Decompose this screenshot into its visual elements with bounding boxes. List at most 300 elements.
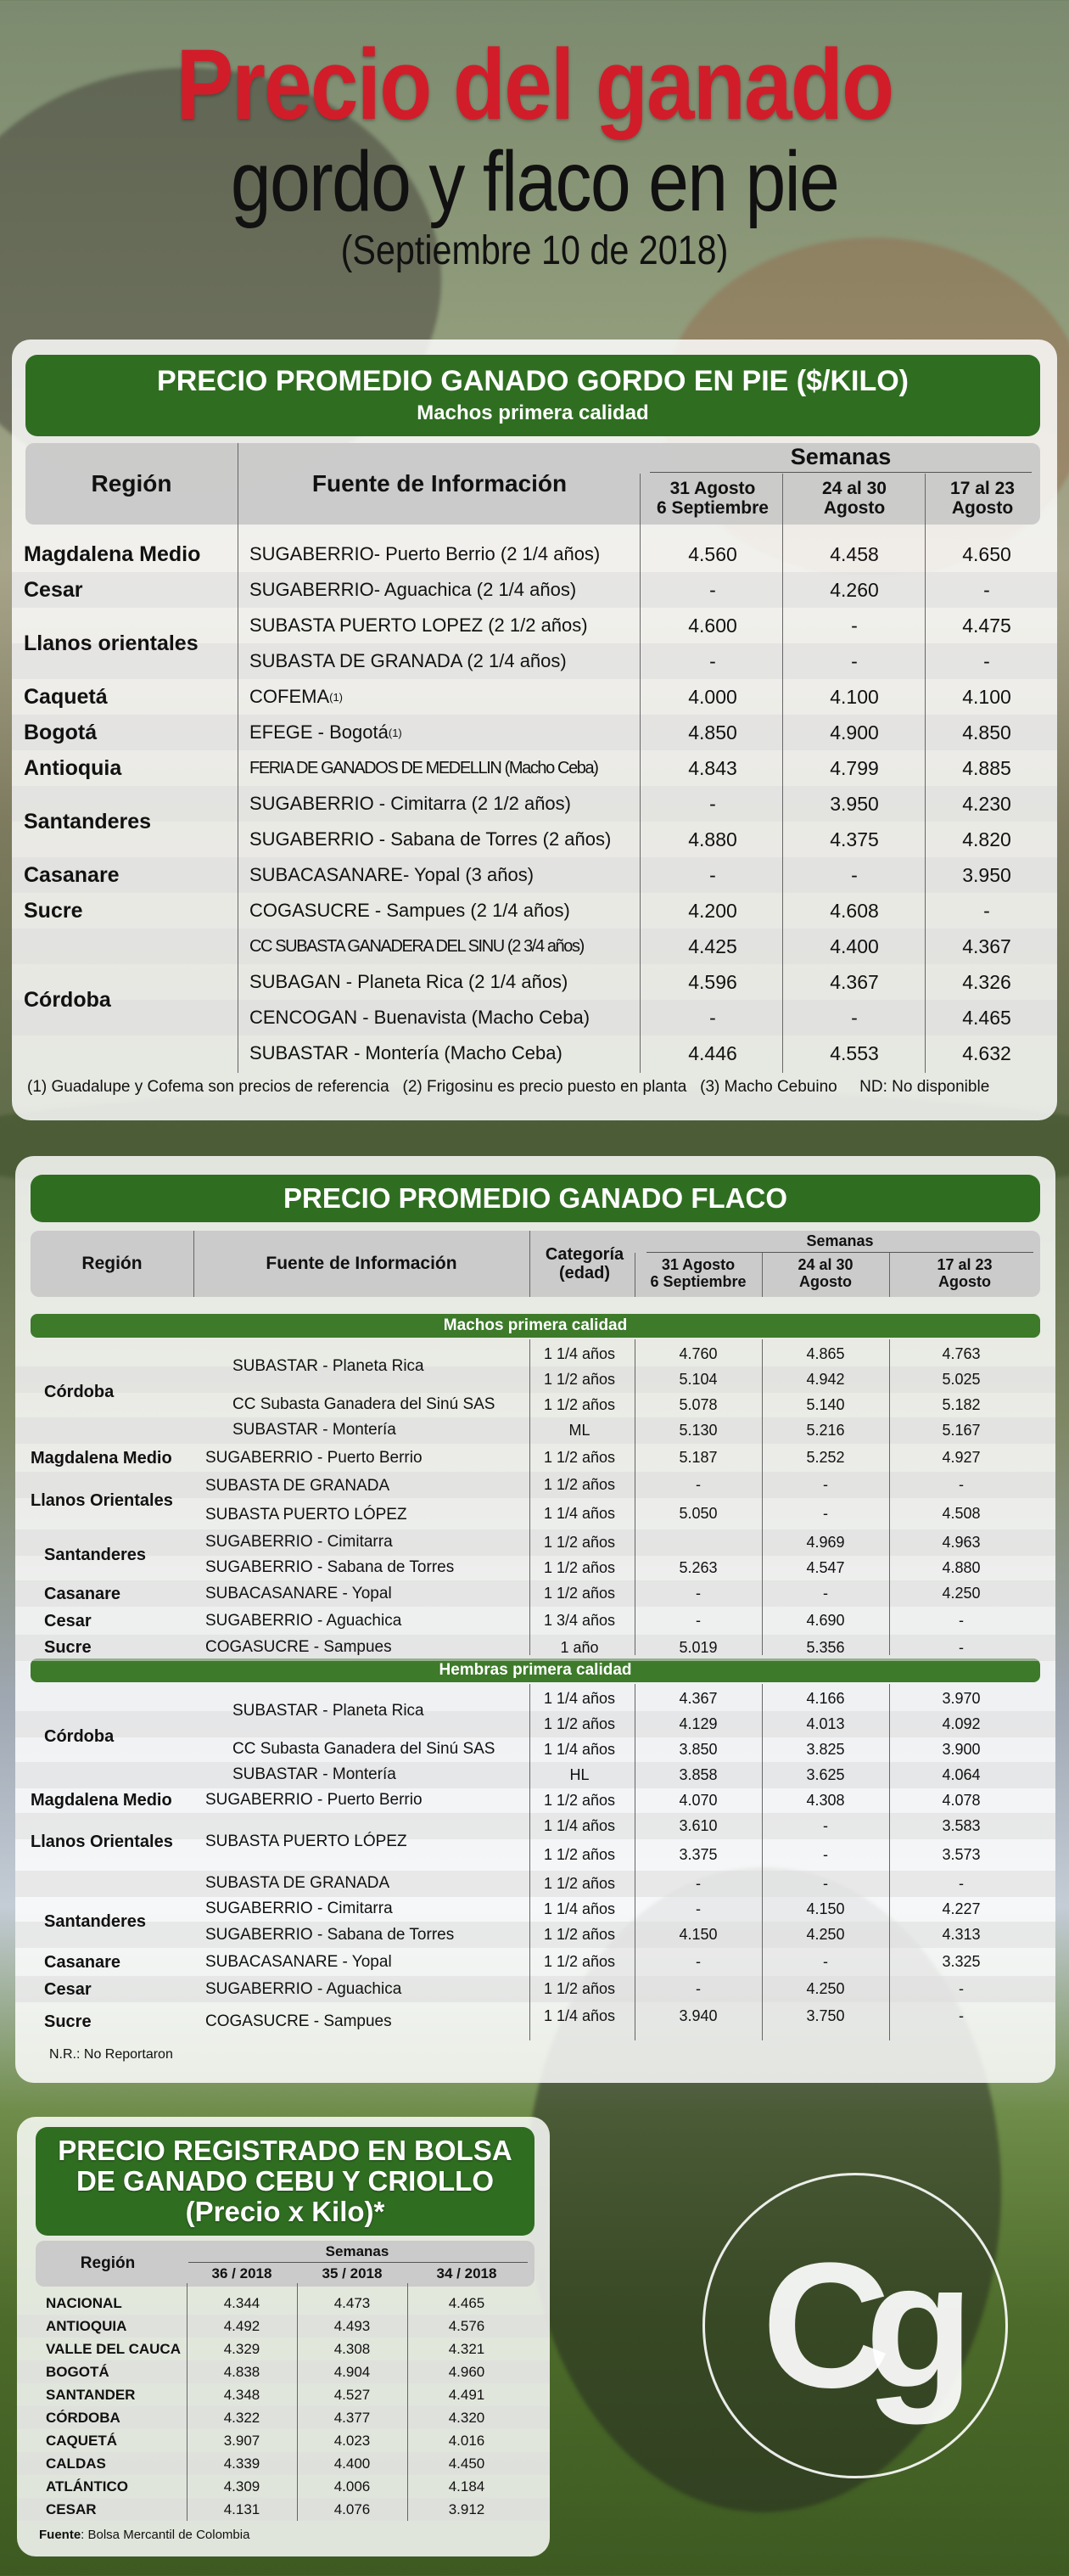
flaco-categoria: 1 1/2 años	[543, 1875, 616, 1892]
bolsa-value: 3.912	[448, 2500, 485, 2517]
flaco-value: 4.078	[942, 1792, 981, 1809]
flaco-region: Llanos Orientales	[31, 1832, 173, 1851]
flaco-categoria: 1 1/4 años	[543, 2007, 616, 2024]
bolsa-value: 4.377	[333, 2409, 371, 2426]
bolsa-value: 4.309	[223, 2478, 260, 2495]
gordo-source	[239, 822, 638, 857]
gordo-value: 4.326	[962, 970, 1011, 993]
bolsa-value: 4.527	[333, 2386, 371, 2403]
cg-logo	[702, 2173, 1008, 2478]
gordo-value: -	[851, 863, 858, 886]
gordo-source	[239, 679, 638, 715]
flaco-value: 3.750	[806, 2007, 845, 2024]
flaco-value: 4.313	[942, 1926, 981, 1943]
flaco-categoria: HL	[569, 1766, 590, 1783]
bolsa-value: 4.465	[448, 2294, 485, 2311]
flaco-source: SUBASTAR - Montería	[232, 1421, 396, 1439]
flaco-value: 5.104	[679, 1371, 718, 1388]
bolsa-title-1: PRECIO REGISTRADO EN BOLSA	[58, 2135, 512, 2166]
flaco-divider-m-w1	[762, 1339, 763, 1655]
bolsa-value: 4.308	[333, 2340, 371, 2357]
flaco-categoria: 1 1/2 años	[543, 1980, 616, 1997]
flaco-value: -	[823, 1846, 828, 1863]
flaco-value: 3.375	[679, 1846, 718, 1863]
gordo-value: 4.100	[830, 685, 879, 708]
flaco-value: -	[823, 1817, 828, 1834]
flaco-hembras-label: Hembras primera calidad	[31, 1658, 1040, 1682]
flaco-divider-region	[193, 1231, 194, 1297]
flaco-region: Casanare	[44, 1952, 121, 1972]
flaco-value: 4.547	[806, 1559, 845, 1576]
gordo-region: Antioquia	[24, 755, 122, 780]
bolsa-week-3: 34 / 2018	[436, 2265, 497, 2281]
flaco-region: Córdoba	[44, 1726, 115, 1746]
gordo-value: 4.850	[962, 721, 1011, 744]
flaco-region: Magdalena Medio	[31, 1448, 172, 1468]
flaco-value: -	[696, 1900, 701, 1917]
flaco-categoria: 1 1/2 años	[543, 1476, 616, 1493]
bolsa-value: 4.321	[448, 2340, 485, 2357]
gordo-value: -	[709, 649, 716, 672]
flaco-value: -	[696, 1953, 701, 1970]
gordo-source-text: COGASUCRE - Sampues (2 1/4 años)	[249, 900, 570, 921]
gordo-region: Cesar	[24, 577, 83, 602]
flaco-divider-m-fuente	[529, 1339, 530, 1655]
flaco-value: 4.092	[942, 1715, 981, 1732]
flaco-categoria: 1 1/2 años	[543, 1846, 616, 1863]
bolsa-region: ATLÁNTICO	[46, 2478, 128, 2495]
flaco-value: 5.050	[679, 1505, 718, 1522]
bolsa-value: 4.016	[448, 2432, 485, 2449]
bolsa-region: CAQUETÁ	[46, 2432, 118, 2449]
flaco-value: -	[823, 1505, 828, 1522]
gordo-value: 4.000	[688, 685, 737, 708]
flaco-value: 4.942	[806, 1371, 845, 1388]
flaco-categoria: 1 1/4 años	[543, 1505, 616, 1522]
flaco-categoria: 1 1/2 años	[543, 1792, 616, 1809]
flaco-panel	[15, 1156, 1055, 2083]
bolsa-value: 4.492	[223, 2317, 260, 2334]
bolsa-region: CESAR	[46, 2500, 97, 2517]
gordo-value: 4.425	[688, 934, 737, 957]
gordo-value: 4.632	[962, 1041, 1011, 1064]
gordo-source	[239, 929, 638, 964]
gordo-value: 4.458	[830, 542, 879, 565]
flaco-categoria: 1 1/2 años	[543, 1534, 616, 1551]
flaco-region: Santanderes	[44, 1911, 147, 1931]
bolsa-col-semanas: Semanas	[325, 2242, 389, 2259]
gordo-source	[239, 643, 638, 679]
gordo-value: 4.200	[688, 899, 737, 922]
flaco-week-3: 17 al 23 Agosto	[937, 1256, 993, 1290]
flaco-categoria: ML	[568, 1422, 590, 1439]
bolsa-value: 4.348	[223, 2386, 260, 2403]
flaco-value: 4.129	[679, 1715, 718, 1732]
flaco-value: 5.252	[806, 1449, 845, 1466]
gordo-source-text: SUGABERRIO - Cimitarra (2 1/2 años)	[249, 793, 571, 814]
bolsa-region: VALLE DEL CAUCA	[46, 2340, 181, 2357]
page-title: Precio del ganado	[176, 29, 893, 141]
flaco-value: 3.325	[942, 1953, 981, 1970]
flaco-categoria: 1 1/2 años	[543, 1396, 616, 1413]
gordo-source	[239, 857, 638, 893]
flaco-source: SUBASTAR - Planeta Rica	[232, 1702, 424, 1720]
flaco-hembras-row	[15, 1871, 1055, 1897]
flaco-source: SUBASTAR - Planeta Rica	[232, 1357, 424, 1375]
gordo-source-text: CC SUBASTA GANADERA DEL SINU (2 3/4 años)	[249, 936, 584, 956]
bolsa-title-2: DE GANADO CEBU Y CRIOLLO	[76, 2165, 494, 2197]
gordo-value: 4.880	[688, 828, 737, 850]
cg-logo-text: Cg	[762, 2225, 949, 2425]
bolsa-value: 4.576	[448, 2317, 485, 2334]
flaco-value: 3.900	[942, 1741, 981, 1758]
gordo-value: 4.367	[830, 970, 879, 993]
bolsa-table-row	[17, 2498, 550, 2521]
gordo-value: 4.596	[688, 970, 737, 993]
flaco-value: -	[696, 1612, 701, 1629]
flaco-source: SUGABERRIO - Aguachica	[205, 1980, 402, 1998]
gordo-table-body	[12, 340, 1057, 1120]
flaco-categoria: 1 1/2 años	[543, 1953, 616, 1970]
flaco-value	[635, 1529, 762, 1556]
gordo-value: 4.446	[688, 1041, 737, 1064]
flaco-source: SUBASTA PUERTO LÓPEZ	[205, 1506, 407, 1524]
bolsa-table-row	[17, 2383, 550, 2406]
flaco-categoria: 1 1/2 años	[543, 1449, 616, 1466]
flaco-value: 5.187	[679, 1449, 718, 1466]
flaco-source: SUBACASANARE - Yopal	[205, 1953, 392, 1971]
flaco-region: Llanos Orientales	[31, 1490, 173, 1510]
gordo-value: -	[983, 649, 990, 672]
gordo-divider-w2	[925, 474, 926, 1073]
flaco-divider-h-fuente	[529, 1684, 530, 2040]
gordo-region: Llanos orientales	[24, 631, 199, 655]
flaco-col-region: Región	[81, 1254, 143, 1274]
flaco-title: PRECIO PROMEDIO GANADO FLACO	[31, 1175, 1040, 1222]
flaco-value: 4.250	[942, 1585, 981, 1602]
gordo-source	[239, 608, 638, 643]
gordo-region: Bogotá	[24, 720, 98, 744]
flaco-value: 3.610	[679, 1817, 718, 1834]
flaco-value: 4.865	[806, 1345, 845, 1362]
gordo-source-text: EFEGE - Bogotá	[249, 721, 389, 743]
flaco-value: 4.308	[806, 1792, 845, 1809]
flaco-value: 4.250	[806, 1926, 845, 1943]
gordo-value: 3.950	[830, 792, 879, 815]
gordo-col-fuente: Fuente de Información	[311, 469, 568, 497]
bolsa-value: 4.493	[333, 2317, 371, 2334]
gordo-value: 4.560	[688, 542, 737, 565]
gordo-source	[239, 786, 638, 822]
gordo-col-semanas: Semanas	[790, 444, 892, 470]
flaco-categoria: 1 1/2 años	[543, 1371, 616, 1388]
gordo-value: 4.375	[830, 828, 879, 850]
flaco-divider-fuente	[529, 1231, 530, 1297]
flaco-value: 3.850	[679, 1741, 718, 1758]
bolsa-region: NACIONAL	[46, 2294, 122, 2311]
flaco-source: SUGABERRIO - Cimitarra	[205, 1900, 393, 1917]
flaco-source: CC Subasta Ganadera del Sinú SAS	[232, 1740, 495, 1758]
gordo-value: 4.465	[962, 1006, 1011, 1029]
flaco-region: Santanderes	[44, 1545, 147, 1564]
flaco-region: Casanare	[44, 1584, 121, 1603]
flaco-source: SUGABERRIO - Sabana de Torres	[205, 1926, 455, 1944]
flaco-source: SUGABERRIO - Aguachica	[205, 1612, 402, 1630]
flaco-categoria: 1 1/2 años	[543, 1559, 616, 1576]
flaco-categoria: 1 1/4 años	[543, 1690, 616, 1707]
flaco-value: 3.573	[942, 1846, 981, 1863]
gordo-source	[239, 893, 638, 929]
flaco-categoria: 1 1/2 años	[543, 1926, 616, 1943]
flaco-source: SUBASTAR - Montería	[232, 1765, 396, 1783]
flaco-value: 4.760	[679, 1345, 718, 1362]
gordo-source-text: SUBAGAN - Planeta Rica (2 1/4 años)	[249, 971, 568, 992]
gordo-value: -	[851, 1006, 858, 1029]
gordo-source	[239, 1035, 638, 1071]
gordo-source-text: SUBASTA PUERTO LOPEZ (2 1/2 años)	[249, 615, 588, 636]
gordo-source	[239, 715, 638, 750]
flaco-categoria: 1 1/4 años	[543, 1345, 616, 1362]
bolsa-value: 4.131	[223, 2500, 260, 2517]
flaco-source: CC Subasta Ganadera del Sinú SAS	[232, 1395, 495, 1413]
bolsa-week-2: 35 / 2018	[322, 2265, 383, 2281]
flaco-value: -	[959, 1476, 964, 1493]
bolsa-region: CALDAS	[46, 2455, 106, 2472]
bolsa-table-row	[17, 2406, 550, 2429]
flaco-value: 4.064	[942, 1766, 981, 1783]
flaco-footnote: N.R.: No Reportaron	[49, 2047, 173, 2062]
flaco-source: SUBACASANARE - Yopal	[205, 1585, 392, 1602]
flaco-value: 4.166	[806, 1690, 845, 1707]
gordo-value: 4.885	[962, 756, 1011, 779]
bolsa-divider-w2	[407, 2283, 408, 2521]
flaco-region: Córdoba	[44, 1382, 115, 1401]
bolsa-value: 4.400	[333, 2455, 371, 2472]
gordo-subtitle: Machos primera calidad	[417, 401, 649, 424]
gordo-source-text: SUBASTAR - Montería (Macho Ceba)	[249, 1042, 562, 1064]
flaco-value: 5.356	[806, 1639, 845, 1656]
flaco-value: 4.927	[942, 1449, 981, 1466]
bolsa-value: 4.838	[223, 2363, 260, 2380]
bolsa-value: 4.006	[333, 2478, 371, 2495]
gordo-week-3: 17 al 23 Agosto	[950, 478, 1015, 518]
gordo-value: 4.850	[688, 721, 737, 744]
bolsa-table-row	[17, 2360, 550, 2383]
flaco-divider-m-w2	[889, 1339, 890, 1655]
gordo-divider-w1	[782, 474, 783, 1073]
gordo-value: 4.600	[688, 614, 737, 637]
bolsa-col-region: Región	[80, 2253, 136, 2272]
gordo-week-1: 31 Agosto 6 Septiembre	[657, 478, 769, 518]
flaco-table-body	[15, 1156, 1055, 2083]
flaco-value: 3.583	[942, 1817, 981, 1834]
flaco-value: 3.970	[942, 1690, 981, 1707]
gordo-panel	[12, 340, 1057, 1120]
flaco-value: -	[696, 1980, 701, 1997]
flaco-value: -	[959, 2007, 964, 2024]
gordo-region: Santanderes	[24, 809, 152, 833]
flaco-region: Sucre	[44, 1637, 92, 1657]
flaco-categoria: 1 1/4 años	[543, 1900, 616, 1917]
flaco-week-2: 24 al 30 Agosto	[798, 1256, 854, 1290]
bolsa-value: 4.322	[223, 2409, 260, 2426]
gordo-source-text: SUGABERRIO- Aguachica (2 1/4 años)	[249, 579, 577, 600]
flaco-source: SUBASTA PUERTO LÓPEZ	[205, 1832, 407, 1850]
bolsa-source-text: : Bolsa Mercantil de Colombia	[81, 2528, 250, 2542]
flaco-categoria: 1 3/4 años	[543, 1612, 616, 1629]
gordo-value: -	[851, 614, 858, 637]
gordo-value: -	[709, 792, 716, 815]
bolsa-value: 4.904	[333, 2363, 371, 2380]
flaco-value: 4.150	[679, 1926, 718, 1943]
bolsa-region: CÓRDOBA	[46, 2409, 120, 2426]
bolsa-value: 4.076	[333, 2500, 371, 2517]
bolsa-region: BOGOTÁ	[46, 2363, 109, 2380]
gordo-value: 4.367	[962, 934, 1011, 957]
gordo-source-text: COFEMA	[249, 686, 330, 707]
gordo-value: 4.230	[962, 792, 1011, 815]
bolsa-panel	[17, 2117, 550, 2556]
flaco-value: 4.963	[942, 1534, 981, 1551]
bolsa-table-row	[17, 2452, 550, 2475]
gordo-value: -	[983, 899, 990, 922]
flaco-value: 5.216	[806, 1422, 845, 1439]
page-date: (Septiembre 10 de 2018)	[340, 228, 729, 273]
flaco-value: 5.182	[942, 1396, 981, 1413]
bolsa-source	[39, 2528, 249, 2542]
bolsa-region: ANTIOQUIA	[46, 2317, 127, 2334]
gordo-value: 4.843	[688, 756, 737, 779]
gordo-source	[239, 750, 638, 786]
gordo-source	[239, 536, 638, 572]
flaco-value: -	[823, 1953, 828, 1970]
bolsa-table-row	[17, 2315, 550, 2337]
flaco-value: 4.508	[942, 1505, 981, 1522]
bolsa-value: 4.450	[448, 2455, 485, 2472]
flaco-categoria: 1 1/2 años	[543, 1585, 616, 1602]
bolsa-table-row	[17, 2292, 550, 2315]
gordo-region: Sucre	[24, 898, 83, 923]
flaco-value: 4.227	[942, 1900, 981, 1917]
flaco-value: 5.140	[806, 1396, 845, 1413]
gordo-region: Magdalena Medio	[24, 542, 201, 566]
flaco-col-semanas: Semanas	[806, 1232, 874, 1250]
gordo-divider-fuente	[640, 474, 641, 1073]
flaco-value: 4.070	[679, 1792, 718, 1809]
bolsa-week-1: 36 / 2018	[211, 2265, 272, 2281]
gordo-value: -	[709, 1006, 716, 1029]
flaco-value: 3.940	[679, 2007, 718, 2024]
flaco-value: 3.625	[806, 1766, 845, 1783]
gordo-region: Casanare	[24, 862, 120, 887]
bolsa-title-3: (Precio x Kilo)*	[185, 2196, 385, 2227]
flaco-value: 3.825	[806, 1741, 845, 1758]
gordo-region: Caquetá	[24, 684, 108, 709]
flaco-divider-w1	[762, 1253, 763, 1297]
bolsa-table-row	[17, 2337, 550, 2360]
flaco-region: Magdalena Medio	[31, 1790, 172, 1810]
bolsa-value: 4.960	[448, 2363, 485, 2380]
gordo-value: 4.475	[962, 614, 1011, 637]
gordo-value: 4.260	[830, 578, 879, 601]
flaco-source: SUGABERRIO - Puerto Berrio	[205, 1449, 423, 1467]
gordo-source-text: SUGABERRIO- Puerto Berrio (2 1/4 años)	[249, 543, 601, 564]
page-title-secondary: gordo y flaco en pie	[230, 134, 839, 229]
flaco-value: 5.019	[679, 1639, 718, 1656]
flaco-value: 4.763	[942, 1345, 981, 1362]
gordo-value: -	[983, 578, 990, 601]
flaco-value: -	[959, 1612, 964, 1629]
bolsa-value: 4.491	[448, 2386, 485, 2403]
gordo-source	[239, 572, 638, 608]
flaco-value: 4.367	[679, 1690, 718, 1707]
flaco-source: SUBASTA DE GRANADA	[205, 1477, 390, 1495]
flaco-divider-h-w1	[762, 1684, 763, 2040]
bolsa-value: 4.329	[223, 2340, 260, 2357]
flaco-value: -	[696, 1585, 701, 1602]
flaco-region: Cesar	[44, 1611, 92, 1630]
gordo-source-text: SUGABERRIO - Sabana de Torres (2 años)	[249, 828, 612, 850]
flaco-value: 5.263	[679, 1559, 718, 1576]
bolsa-source-label: Fuente	[39, 2528, 81, 2542]
gordo-region: Córdoba	[24, 987, 111, 1012]
flaco-source: SUBASTA DE GRANADA	[205, 1874, 390, 1892]
gordo-value: 4.608	[830, 899, 879, 922]
flaco-value: -	[823, 1585, 828, 1602]
gordo-value: 4.900	[830, 721, 879, 744]
gordo-source	[239, 964, 638, 1000]
bolsa-divider-w1	[297, 2283, 298, 2521]
bolsa-table-row	[17, 2429, 550, 2452]
flaco-source: SUGABERRIO - Cimitarra	[205, 1533, 393, 1551]
flaco-value: -	[959, 1639, 964, 1656]
bolsa-value: 4.339	[223, 2455, 260, 2472]
flaco-divider-h-w2	[889, 1684, 890, 2040]
gordo-value: -	[709, 578, 716, 601]
gordo-value: -	[851, 649, 858, 672]
gordo-source-text: SUBACASANARE- Yopal (3 años)	[249, 864, 534, 885]
flaco-week-1: 31 Agosto 6 Septiembre	[650, 1256, 747, 1290]
flaco-value: -	[959, 1875, 964, 1892]
gordo-week-2: 24 al 30 Agosto	[822, 478, 887, 518]
flaco-source: COGASUCRE - Sampues	[205, 2012, 392, 2030]
gordo-col-region: Región	[91, 469, 172, 497]
gordo-value: -	[709, 863, 716, 886]
flaco-value: -	[823, 1875, 828, 1892]
gordo-value: 4.650	[962, 542, 1011, 565]
bolsa-value: 4.023	[333, 2432, 371, 2449]
flaco-value: 4.880	[942, 1559, 981, 1576]
flaco-value: -	[823, 1476, 828, 1493]
flaco-value: 4.013	[806, 1715, 845, 1732]
bolsa-region: SANTANDER	[46, 2386, 136, 2403]
flaco-value: 5.025	[942, 1371, 981, 1388]
gordo-footnote: (1) Guadalupe y Cofema son precios de referencia (2) Frigosinu es precio puesto en planta (3) Macho Cebuino ND: No disponible	[27, 1078, 990, 1096]
bolsa-table-row	[17, 2475, 550, 2498]
flaco-value: -	[959, 1980, 964, 1997]
flaco-value: 4.690	[806, 1612, 845, 1629]
gordo-source-note: (1)	[388, 726, 402, 739]
flaco-region: Cesar	[44, 1979, 92, 1999]
bolsa-table-body	[17, 2117, 550, 2556]
gordo-title: PRECIO PROMEDIO GANADO GORDO EN PIE ($/KILO)	[157, 365, 909, 397]
flaco-value: 4.969	[806, 1534, 845, 1551]
flaco-categoria: 1 1/4 años	[543, 1741, 616, 1758]
flaco-col-categoria: Categoría (edad)	[545, 1245, 624, 1282]
flaco-value: 3.858	[679, 1766, 718, 1783]
flaco-categoria: 1 1/4 años	[543, 1817, 616, 1834]
flaco-source: COGASUCRE - Sampues	[205, 1638, 392, 1656]
